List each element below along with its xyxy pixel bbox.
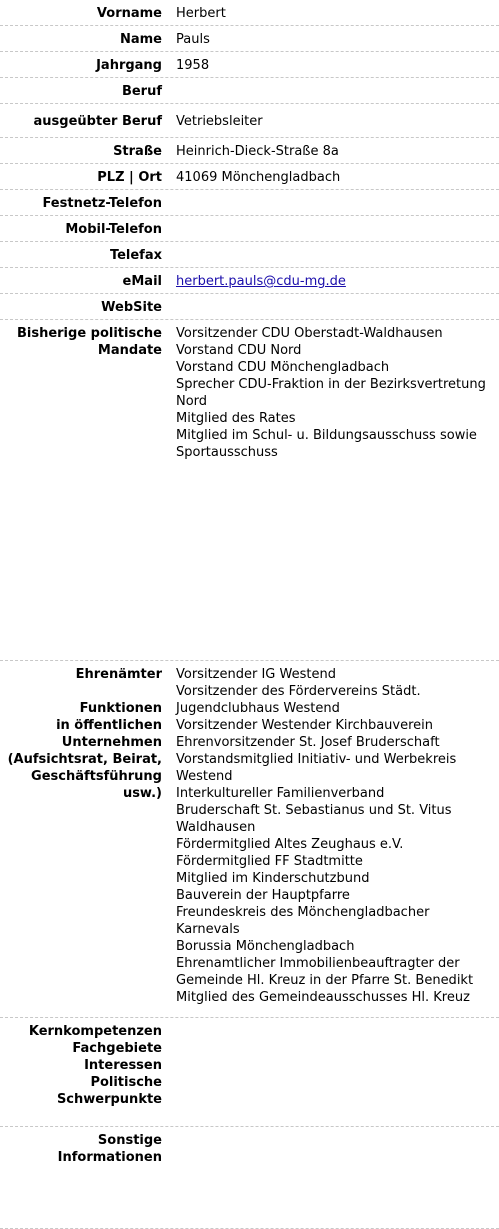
kernkompetenzen-label-line: Politische [90, 1075, 162, 1090]
ehrenaemter-label-line: usw.) [122, 786, 162, 801]
ehrenaemter-item: Mitglied im Kinderschutzbund [176, 871, 370, 886]
row-plz-ort [0, 164, 499, 190]
mandate-item: Sprecher CDU-Fraktion in der Bezirksvertretung [176, 377, 486, 392]
row-jahrgang [0, 52, 499, 78]
ehrenaemter-item: Ehrenamtlicher Immobilienbeauftragter der [176, 956, 460, 971]
row-ausgeuebter-beruf [0, 104, 499, 138]
row-beruf [0, 78, 499, 104]
mandate-item: Vorstand CDU Nord [176, 343, 302, 358]
email-value-cell [176, 273, 495, 290]
mandate-item: Vorsitzender CDU Oberstadt-Waldhausen [176, 326, 443, 341]
ehrenaemter-item: Westend [176, 769, 233, 784]
ehrenaemter-item: Fördermitglied Altes Zeughaus e.V. [176, 837, 404, 852]
ausgeuebter-beruf-label: ausgeübter Beruf [33, 114, 162, 129]
row-mobil [0, 216, 499, 242]
ehrenaemter-item: Waldhausen [176, 820, 256, 835]
mandate-item: Vorstand CDU Mönchengladbach [176, 360, 390, 375]
row-kernkompetenzen [0, 1018, 499, 1127]
kernkompetenzen-label-line: Interessen [84, 1058, 162, 1073]
row-email [0, 268, 499, 294]
ehrenaemter-label-line: Geschäftsführung [31, 769, 162, 784]
ehrenaemter-item: Bruderschaft St. Sebastianus und St. Vitus [176, 803, 452, 818]
ehrenaemter-item: Mitglied des Gemeindeausschusses Hl. Kreuz [176, 990, 470, 1005]
mandate-label-line: Mandate [97, 343, 162, 358]
sonstige-label [58, 1132, 162, 1166]
name-value: Pauls [176, 32, 210, 47]
mandate-list [176, 325, 495, 461]
ehrenaemter-item: Vorsitzender Westender Kirchbauverein [176, 718, 434, 733]
email-link[interactable]: herbert.pauls@cdu-mg.de [176, 274, 346, 289]
email-label: eMail [122, 274, 162, 289]
beruf-label: Beruf [121, 84, 162, 99]
vorname-value: Herbert [176, 6, 226, 21]
row-website [0, 294, 499, 320]
jahrgang-value: 1958 [176, 58, 210, 73]
ehrenaemter-label-line: Funktionen [79, 701, 162, 716]
mandate-item: Mitglied im Schul- u. Bildungsausschuss sowie [176, 428, 477, 443]
website-label: WebSite [101, 300, 162, 315]
ehrenaemter-item: Jugendclubhaus Westend [176, 701, 340, 716]
row-ehrenaemter [0, 661, 499, 1018]
ehrenaemter-item: Bauverein der Hauptpfarre [176, 888, 350, 903]
mandate-item: Mitglied des Rates [176, 411, 296, 426]
row-telefax [0, 242, 499, 268]
mandate-item: Sportausschuss [176, 445, 278, 460]
ehrenaemter-item: Vorstandsmitglied Initiativ- und Werbekreis [176, 752, 457, 767]
ehrenaemter-item: Interkultureller Familienverband [176, 786, 385, 801]
ehrenaemter-item: Borussia Mönchengladbach [176, 939, 355, 954]
sonstige-label-line: Informationen [57, 1150, 162, 1165]
mandate-label [17, 325, 162, 359]
plz-ort-label: PLZ | Ort [97, 170, 162, 185]
plz-ort-value: 41069 Mönchengladbach [176, 170, 341, 185]
row-festnetz [0, 190, 499, 216]
row-vorname [0, 0, 499, 26]
vorname-label: Vorname [96, 6, 162, 21]
telefax-label: Telefax [109, 248, 162, 263]
name-label: Name [119, 32, 162, 47]
ehrenaemter-label-line: Unternehmen [61, 735, 162, 750]
ehrenaemter-item: Vorsitzender IG Westend [176, 667, 336, 682]
jahrgang-label: Jahrgang [96, 58, 162, 73]
ehrenaemter-label-line: (Aufsichtsrat, Beirat, [7, 752, 162, 767]
spacer [8, 683, 162, 700]
ehrenaemter-label-line: in öffentlichen [56, 718, 162, 733]
row-sonstige [0, 1127, 499, 1229]
strasse-label: Straße [113, 144, 162, 159]
strasse-value: Heinrich-Dieck-Straße 8a [176, 144, 339, 159]
ehrenaemter-item: Fördermitglied FF Stadtmitte [176, 854, 363, 869]
kernkompetenzen-label-line: Fachgebiete [72, 1041, 162, 1056]
ausgeuebter-beruf-value: Vetriebsleiter [176, 114, 263, 129]
ehrenaemter-item: Gemeinde Hl. Kreuz in der Pfarre St. Benedikt [176, 973, 474, 988]
ehrenaemter-item: Vorsitzender des Fördervereins Städt. [176, 684, 421, 699]
ehrenaemter-item: Ehrenvorsitzender St. Josef Bruderschaft [176, 735, 440, 750]
row-mandate [0, 320, 499, 661]
ehrenaemter-label-line: Ehrenämter [75, 667, 162, 682]
ehrenaemter-label [8, 666, 162, 802]
sonstige-label-line: Sonstige [97, 1133, 162, 1148]
mandate-label-line: Bisherige politische [16, 326, 162, 341]
ehrenaemter-item: Freundeskreis des Mönchengladbacher [176, 905, 430, 920]
festnetz-label: Festnetz-Telefon [42, 196, 162, 211]
ehrenaemter-list [176, 666, 495, 1006]
mobil-label: Mobil-Telefon [65, 222, 162, 237]
ehrenaemter-item: Karnevals [176, 922, 240, 937]
row-name [0, 26, 499, 52]
kernkompetenzen-label-line: Schwerpunkte [56, 1092, 162, 1107]
mandate-item: Nord [176, 394, 208, 409]
kernkompetenzen-label [29, 1023, 162, 1108]
kernkompetenzen-label-line: Kernkompetenzen [28, 1024, 162, 1039]
row-strasse [0, 138, 499, 164]
